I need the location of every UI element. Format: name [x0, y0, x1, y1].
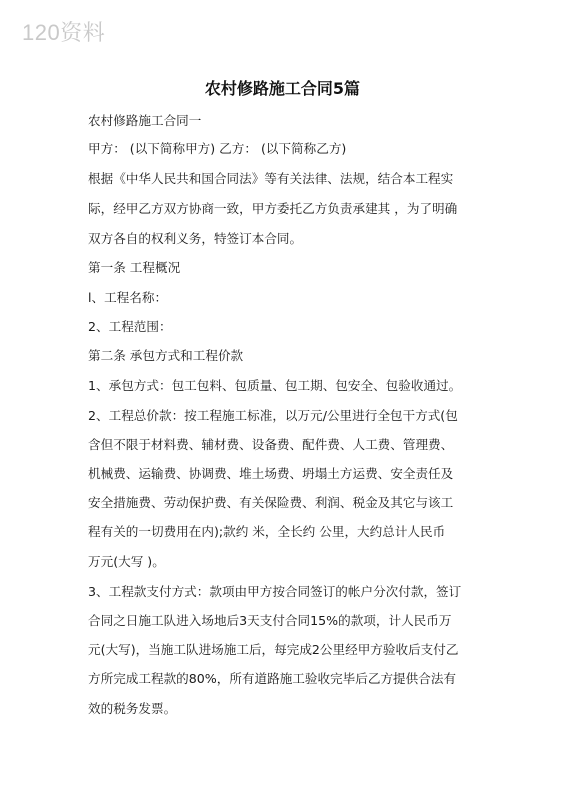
doc-line: 2、工程总价款：按工程施工标准，以万元/公里进行全包干方式(包: [88, 408, 458, 423]
watermark-logo: 120资料: [22, 20, 106, 45]
doc-line: 元(大写)，当施工队进场施工后，每完成2公里经甲方验收后支付乙: [88, 642, 459, 657]
doc-line: 合同之日施工队进入场地后3天支付合同15%的款项，计人民币万: [88, 613, 452, 628]
doc-line: 方所完成工程款的80%，所有道路施工验收完毕后乙方提供合法有: [88, 671, 457, 686]
doc-line: 农村修路施工合同一: [88, 113, 202, 128]
doc-line: 效的税务发票。: [88, 701, 177, 716]
doc-line: 程有关的一切费用在内);款约 米，全长约 公里，大约总计人民币: [88, 524, 446, 539]
document-title: 农村修路施工合同5篇: [204, 79, 361, 98]
doc-line: 甲方： (以下简称甲方) 乙方： (以下简称乙方): [88, 141, 347, 156]
doc-line: 3、工程款支付方式：款项由甲方按合同签订的帐户分次付款，签订: [88, 584, 462, 599]
doc-line: 际，经甲乙方双方协商一致，甲方委托乙方负责承建其 ，为了明确: [88, 201, 458, 216]
doc-line: 含但不限于材料费、辅材费、设备费、配件费、人工费、管理费、: [88, 437, 454, 452]
doc-line: 2、工程范围：: [88, 319, 172, 334]
doc-line: 机械费、运输费、协调费、堆土场费、坍塌土方运费、安全责任及: [88, 466, 454, 481]
doc-line: 双方各自的权利义务，特签订本合同。: [88, 231, 303, 246]
doc-line: 万元(大写 )。: [88, 554, 165, 569]
doc-line: 第二条 承包方式和工程价款: [88, 348, 244, 363]
doc-line: 第一条 工程概况: [88, 260, 181, 275]
doc-line: 根据《中华人民共和国合同法》等有关法律、法规，结合本工程实: [88, 171, 454, 186]
doc-line: l、工程名称：: [88, 290, 168, 305]
doc-line: 安全措施费、劳动保护费、有关保险费、利润、税金及其它与该工: [88, 495, 454, 510]
doc-line: 1、承包方式：包工包料、包质量、包工期、包安全、包验收通过。: [88, 378, 462, 393]
